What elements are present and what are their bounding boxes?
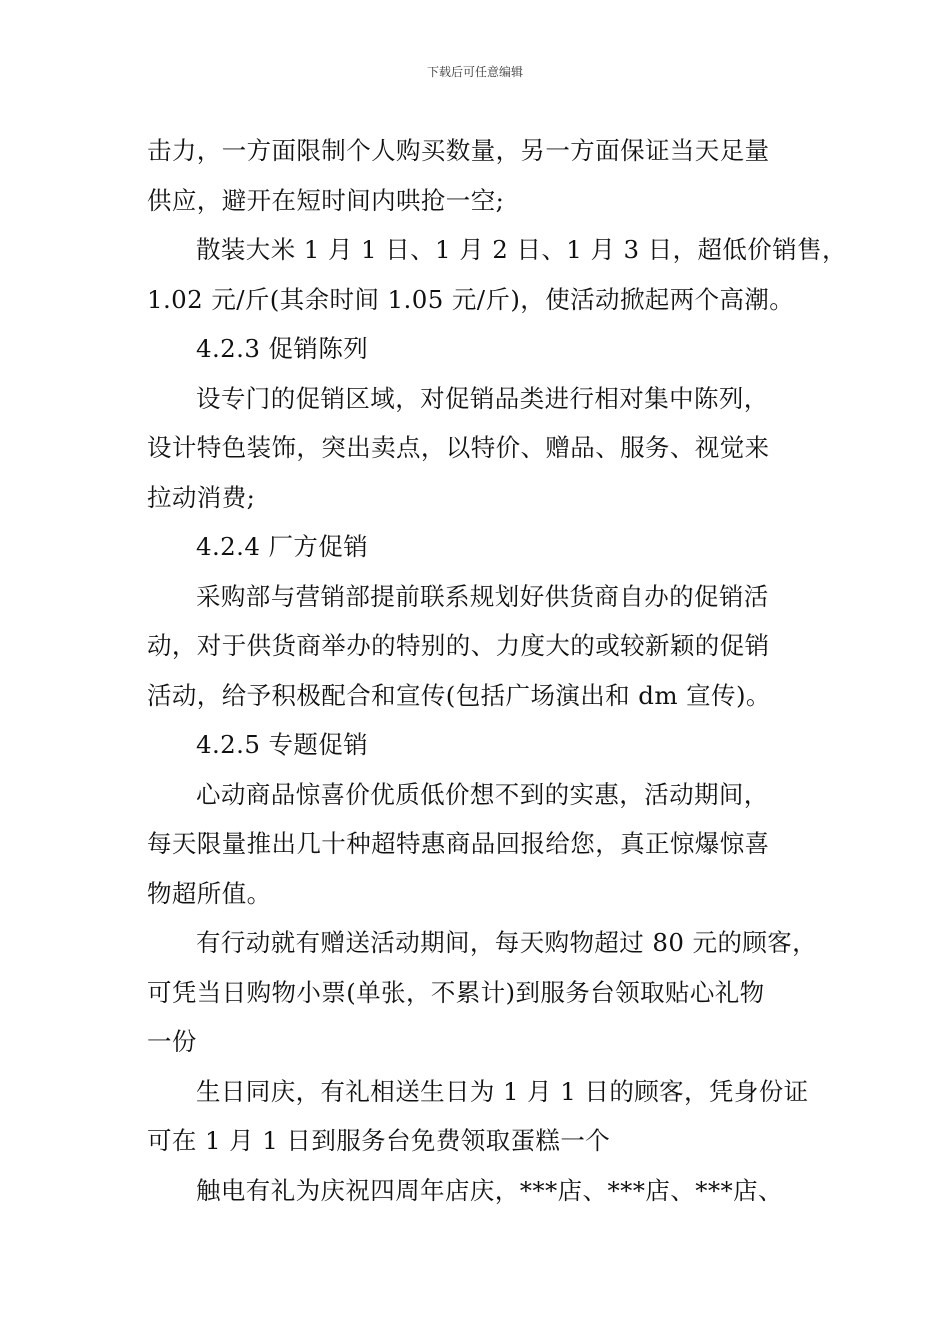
- text-line: 设专门的促销区域，对促销品类进行相对集中陈列，: [196, 383, 769, 413]
- text-line: 供应，避开在短时间内哄抢一空;: [147, 185, 505, 215]
- section-heading: 4.2.3 促销陈列: [196, 334, 369, 363]
- text-line: 采购部与营销部提前联系规划好供货商自办的促销活: [196, 581, 769, 611]
- text-line: 击力，一方面限制个人购买数量，另一方面保证当天足量: [147, 136, 770, 165]
- text-line: 物超所值。: [147, 878, 272, 908]
- text-line: 生日同庆，有礼相送生日为 1 月 1 日的顾客，凭身份证: [196, 1076, 809, 1106]
- text-line: 1.02 元/斤(其余时间 1.05 元/斤)，使活动掀起两个高潮。: [147, 284, 795, 314]
- document-body: [147, 126, 847, 1215]
- section-heading: 4.2.4 厂方促销: [196, 532, 369, 561]
- text-line: 设计特色装饰，突出卖点，以特价、赠品、服务、视觉来: [147, 433, 770, 462]
- text-line: 触电有礼为庆祝四周年店庆，***店、***店、***店、: [196, 1175, 783, 1205]
- section-heading: 4.2.5 专题促销: [196, 730, 369, 759]
- text-line: 可在 1 月 1 日到服务台免费领取蛋糕一个: [147, 1126, 611, 1155]
- text-line: 心动商品惊喜价优质低价想不到的实惠，活动期间，: [196, 779, 769, 809]
- text-line: 散装大米 1 月 1 日、1 月 2 日、1 月 3 日，超低价销售，: [196, 235, 847, 264]
- text-line: 有行动就有赠送活动期间，每天购物超过 80 元的顾客，: [196, 928, 818, 957]
- text-line: 活动，给予积极配合和宣传(包括广场演出和 dm 宣传)。: [147, 680, 771, 710]
- text-line: 可凭当日购物小票(单张，不累计)到服务台领取贴心礼物: [147, 977, 765, 1007]
- text-line: 拉动消费;: [147, 482, 256, 512]
- text-line: 动，对于供货商举办的特别的、力度大的或较新颖的促销: [147, 631, 770, 660]
- page-header: 下载后可任意编辑: [426, 65, 523, 79]
- text-line: 每天限量推出几十种超特惠商品回报给您，真正惊爆惊喜: [147, 829, 770, 858]
- text-line: 一份: [147, 1027, 197, 1056]
